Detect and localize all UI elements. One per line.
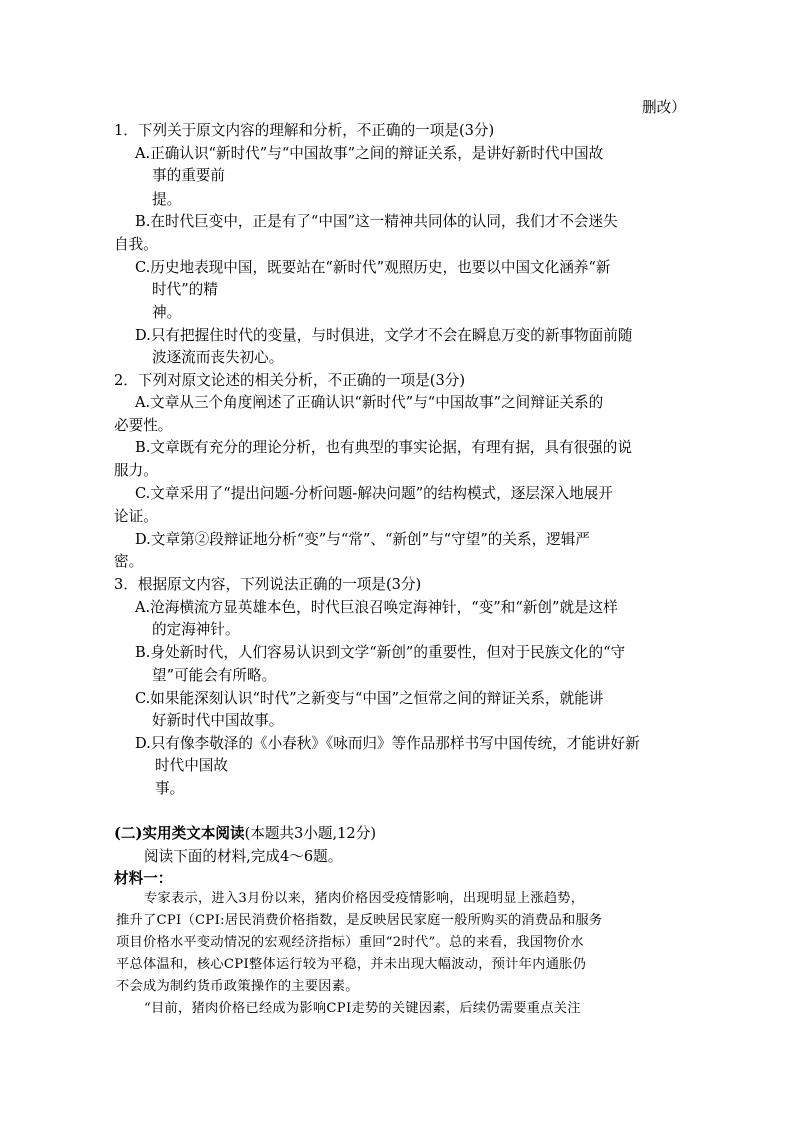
material-para1-line1: 专家表示，进入3月份以来，猪肉价格因受疫情影响，出现明显上涨趋势，: [144, 891, 585, 906]
material-para1-line3: 项目价格水平变动情况的宏观经济指标）重回“2时代”。总的来看，我国物价水: [116, 935, 584, 950]
q1-option-c-line3: 神。: [152, 304, 182, 321]
q3-option-b-line1: B.身处新时代，人们容易认识到文学“新创”的重要性，但对于民族文化的“守: [135, 644, 626, 661]
q2-option-c-line2: 论证。: [114, 508, 158, 525]
q2-option-a-line2: 必要性。: [114, 417, 173, 434]
q2-stem: 2．下列对原文论述的相关分析，不正确的一项是(3分): [114, 372, 466, 389]
section-heading-bold: (二)实用类文本阅读: [114, 825, 245, 842]
q2-option-d-line1: D.文章第②段辩证地分析“变”与“常”、“新创”与“守望”的关系，逻辑严: [135, 531, 590, 548]
q3-option-d-line1: D.只有像李敬泽的《小春秋》《咏而归》等作品那样书写中国传统，才能讲好新: [135, 735, 640, 752]
q1-option-d-line2: 波逐流而丧失初心。: [152, 349, 284, 366]
q2-option-d-line2: 密。: [114, 553, 144, 570]
q3-option-b-line2: 望”可能会有所略。: [152, 667, 277, 684]
q1-option-c-line1: C.历史地表现中国，既要站在“新时代”观照历史，也要以中国文化涵养“新: [135, 259, 611, 276]
material-para1-line4: 平总体温和，核心CPI整体运行较为平稳，并未出现大幅波动，预计年内通胀仍: [116, 957, 587, 972]
q1-option-b-line1: B.在时代巨变中，正是有了“中国”这一精神共同体的认同，我们才不会迷失: [135, 213, 618, 230]
q3-option-d-line2: 时代中国故: [155, 757, 228, 774]
q1-option-b-line2: 自我。: [114, 236, 158, 253]
q3-stem: 3．根据原文内容，下列说法正确的一项是(3分): [114, 576, 422, 593]
q3-option-a-line2: 的定海神针。: [152, 621, 240, 638]
section-instruction: 阅读下面的材料,完成4～6题。: [144, 848, 343, 865]
material-label: 材料一：: [114, 870, 173, 887]
q1-stem: 1．下列关于原文内容的理解和分析，不正确的一项是(3分): [114, 122, 495, 139]
q3-option-a-line1: A.沧海横流方显英雄本色，时代巨浪召唤定海神针，“变”和“新创”就是这样: [135, 599, 618, 616]
q2-option-a-line1: A.文章从三个角度阐述了正确认识“新时代”与“中国故事”之间辩证关系的: [135, 394, 604, 411]
q2-option-b-line2: 服力。: [114, 462, 158, 479]
q1-option-a-line3: 提。: [152, 191, 182, 208]
material-para1-line5: 不会成为制约货币政策操作的主要因素。: [116, 979, 359, 994]
q2-option-b-line1: B.文章既有充分的理论分析，也有典型的事实论据，有理有据，具有很强的说: [135, 439, 632, 456]
q3-option-d-line3: 事。: [155, 780, 185, 797]
section-heading: [114, 824, 376, 844]
material-para2-line1: “目前，猪肉价格已经成为影响CPI走势的关键因素，后续仍需要重点关注: [144, 1001, 581, 1016]
q3-option-c-line1: C.如果能深刻认识“时代”之新变与“中国”之恒常之间的辩证关系，就能讲: [135, 690, 604, 707]
q3-option-c-line2: 好新时代中国故事。: [152, 712, 284, 729]
q1-option-a-line2: 事的重要前: [152, 167, 225, 184]
q1-option-a-line1: A.正确认识“新时代”与“中国故事”之间的辩证关系，是讲好新时代中国故: [135, 145, 604, 162]
q1-option-d-line1: D.只有把握住时代的变量，与时俱进，文学才不会在瞬息万变的新事物面前随: [135, 327, 633, 344]
section-heading-rest: (本题共3小题,12分): [244, 825, 377, 842]
material-para1-line2: 推升了CPI（CPI:居民消费价格指数，是反映居民家庭一般所购买的消费品和服务: [116, 913, 603, 928]
top-fragment: 删改）: [642, 99, 686, 116]
q1-option-c-line2: 时代”的精: [152, 281, 218, 298]
q2-option-c-line1: C.文章采用了“提出问题-分析问题-解决问题”的结构模式，逐层深入地展开: [135, 485, 613, 502]
